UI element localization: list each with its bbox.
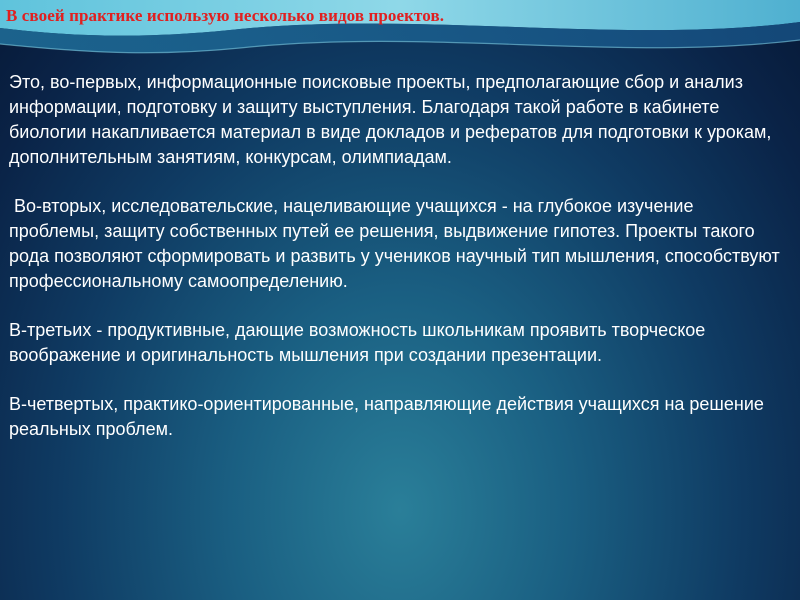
slide-title: В своей практике использую несколько видов проектов. — [6, 6, 445, 25]
slide-body — [9, 70, 784, 466]
paragraph-productive-projects: В-третьих - продуктивные, дающие возможность школьникам проявить творческое воображение и оригинальность мышления при создании презентации. — [9, 320, 706, 365]
paragraph-information-projects: Это, во-первых, информационные поисковые проекты, предполагающие сбор и анализ информации, подготовку и защиту выступления. Благодаря такой работе в кабинете биологии накапливается материал в виде докладов и рефератов для подготовки к урокам, дополнительным занятиям, конкурсам, олимпиадам. — [9, 72, 772, 167]
paragraph-practice-oriented-projects: В-четвертых, практико-ориентированные, направляющие действия учащихся на решение реальных проблем. — [9, 394, 764, 439]
paragraph-research-projects: Во-вторых, исследовательские, нацеливающие учащихся - на глубокое изучение проблемы, защиту собственных путей ее решения, выдвижение гипотез. Проекты такого рода позволяют сформировать и развить у учеников научный тип мышления, способствуют профессиональному самоопределению. — [9, 196, 785, 291]
